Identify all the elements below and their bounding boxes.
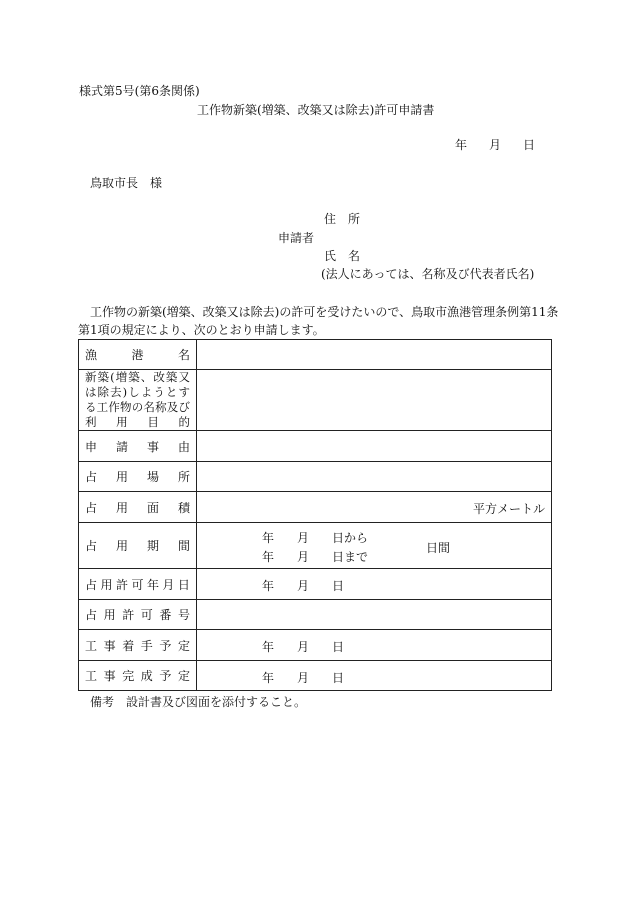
permit-date-year: 年	[262, 579, 275, 593]
address-label: 住 所	[324, 212, 361, 226]
row-end-plan	[79, 661, 552, 691]
intro-line-1: 工作物の新築(増築、改築又は除去)の許可を受けたいので、鳥取市漁港管理条例第11条	[78, 305, 559, 319]
form-number: 様式第5号(第6条関係)	[79, 84, 200, 98]
label-period: 占 用 期 間	[79, 523, 197, 569]
row-permit-number	[79, 600, 552, 630]
period-from-day: 日から	[332, 531, 369, 545]
label-end-plan: 工 事 完 成 予 定	[79, 661, 197, 691]
end-plan-day: 日	[332, 671, 345, 685]
intro-line-2: 第1項の規定により、次のとおり申請します。	[78, 323, 325, 337]
field-location[interactable]	[197, 462, 552, 492]
period-days: 日間	[426, 541, 451, 555]
period-to-day: 日まで	[332, 550, 369, 564]
field-area[interactable]	[197, 492, 552, 523]
permit-date-day: 日	[332, 579, 345, 593]
form-title: 工作物新築(増築、改築又は除去)許可申請書	[197, 103, 435, 117]
row-period	[79, 523, 552, 569]
area-unit: 平方メートル	[472, 502, 545, 516]
permit-date-month: 月	[297, 579, 310, 593]
end-plan-month: 月	[297, 671, 310, 685]
label-area: 占 用 面 積	[79, 492, 197, 523]
corporate-note: (法人にあっては、名称及び代表者氏名)	[321, 267, 535, 281]
remarks: 備考 設計書及び図面を添付すること。	[90, 695, 307, 709]
field-permit-number[interactable]	[197, 600, 552, 630]
row-start-plan	[79, 630, 552, 661]
end-plan-year: 年	[262, 671, 275, 685]
field-permit-date[interactable]	[197, 569, 552, 600]
period-from-year: 年	[262, 531, 275, 545]
row-location	[79, 462, 552, 492]
label-reason: 申 請 事 由	[79, 431, 197, 462]
label-permit-date: 占 用 許 可 年 月 日	[79, 569, 197, 600]
label-location: 占 用 場 所	[79, 462, 197, 492]
period-to-year: 年	[262, 550, 275, 564]
field-end-plan[interactable]	[197, 661, 552, 691]
date-year-label: 年	[455, 138, 468, 152]
field-start-plan[interactable]	[197, 630, 552, 661]
date-month-label: 月	[489, 138, 502, 152]
start-plan-year: 年	[262, 640, 275, 654]
addressee: 鳥取市長 様	[90, 176, 163, 190]
label-permit-number: 占 用 許 可 番 号	[79, 600, 197, 630]
applicant-label: 申請者	[278, 231, 315, 245]
start-plan-day: 日	[332, 640, 345, 654]
application-table	[78, 339, 552, 691]
period-from-month: 月	[297, 531, 310, 545]
field-structure[interactable]	[197, 370, 552, 431]
row-fishing-port	[79, 340, 552, 370]
period-to-month: 月	[297, 550, 310, 564]
field-reason[interactable]	[197, 431, 552, 462]
label-fishing-port: 漁 港 名	[79, 340, 197, 370]
start-plan-month: 月	[297, 640, 310, 654]
date-day-label: 日	[523, 138, 536, 152]
row-permit-date	[79, 569, 552, 600]
row-structure	[79, 370, 552, 431]
field-fishing-port[interactable]	[197, 340, 552, 370]
label-structure: 新築(増築、改築又は除去)しようとする工作物の名称及び利用目的	[79, 370, 197, 431]
label-start-plan: 工 事 着 手 予 定	[79, 630, 197, 661]
name-label: 氏 名	[324, 249, 361, 263]
field-period[interactable]	[197, 523, 552, 569]
row-area	[79, 492, 552, 523]
row-reason	[79, 431, 552, 462]
